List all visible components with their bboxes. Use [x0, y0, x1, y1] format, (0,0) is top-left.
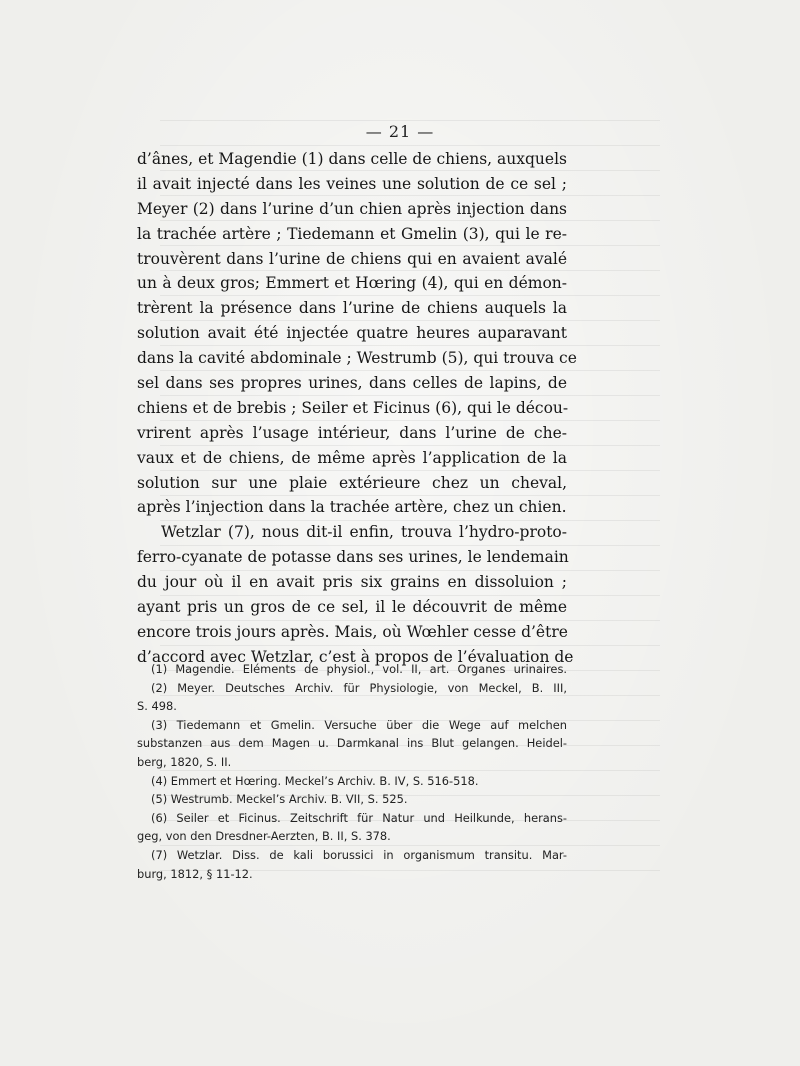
- text-line: solution avait été injectée quatre heures auparavant: [137, 324, 567, 343]
- page-number: — 21 —: [365, 122, 435, 141]
- text-line: il avait injecté dans les veines une solution de ce sel ;: [137, 174, 567, 193]
- text-line: ayant pris un gros de ce sel, il le découvrit de même: [137, 598, 567, 617]
- footnote-line: (2) Meyer. Deutsches Archiv. für Physiologie, von Meckel, B. III,: [151, 680, 567, 695]
- footnote-line: berg, 1820, S. II.: [137, 754, 232, 769]
- footnote-line: S. 498.: [137, 699, 177, 714]
- text-line: Wetzlar (7), nous dit-il enfin, trouva l’hydro-proto-: [161, 523, 567, 542]
- main-text-block: [137, 147, 577, 670]
- text-line: après l’injection dans la trachée artère, chez un chien.: [137, 498, 567, 517]
- footnote-line: substanzen aus dem Magen u. Darmkanal ins Blut gelangen. Heidel-: [137, 736, 567, 751]
- text-line: vaux et de chiens, de même après l’application de la: [137, 448, 567, 467]
- text-line: d’accord avec Wetzlar, c’est à propos de l’évaluation de: [137, 647, 574, 666]
- text-line: solution sur une plaie extérieure chez un cheval,: [137, 473, 567, 492]
- footnote-line: (4) Emmert et Hœring. Meckel’s Archiv. B. IV, S. 516-518.: [151, 773, 479, 788]
- footnote-line: (7) Wetzlar. Diss. de kali borussici in organismum transitu. Mar-: [151, 847, 567, 862]
- text-line: trouvèrent dans l’urine de chiens qui en avaient avalé: [137, 249, 567, 268]
- footnotes-block: [137, 660, 567, 883]
- text-line: sel dans ses propres urines, dans celles de lapins, de: [137, 374, 567, 393]
- text-line: encore trois jours après. Mais, où Wœhler cesse d’être: [137, 622, 568, 641]
- text-line: chiens et de brebis ; Seiler et Ficinus (6), qui le décou-: [137, 398, 569, 417]
- text-line: un à deux gros; Emmert et Hœring (4), qui en démon-: [137, 274, 567, 293]
- footnote-line: geg, von den Dresdner-Aerzten, B. II, S. 378.: [137, 829, 391, 844]
- text-line: vrirent après l’usage intérieur, dans l’urine de che-: [137, 423, 567, 442]
- footnote-line: (3) Tiedemann et Gmelin. Versuche über die Wege auf melchen: [151, 717, 567, 732]
- text-line: ferro-cyanate de potasse dans ses urines, le lendemain: [137, 548, 569, 567]
- text-line: trèrent la présence dans l’urine de chiens auquels la: [137, 299, 567, 318]
- footnote-line: (6) Seiler et Ficinus. Zeitschrift für Natur und Heilkunde, herans-: [151, 810, 567, 825]
- text-line: la trachée artère ; Tiedemann et Gmelin (3), qui le re-: [137, 224, 567, 243]
- footnote-line: (1) Magendie. Eléments de physiol., vol. II, art. Organes urinaires.: [151, 662, 567, 676]
- footnote-line: (5) Westrumb. Meckel’s Archiv. B. VII, S. 525.: [151, 792, 408, 807]
- text-line: d’ânes, et Magendie (1) dans celle de chiens, auxquels: [137, 150, 567, 168]
- footnote-line: burg, 1812, § 11-12.: [137, 866, 253, 881]
- text-line: Meyer (2) dans l’urine d’un chien après injection dans: [137, 199, 567, 218]
- text-line: dans la cavité abdominale ; Westrumb (5), qui trouva ce: [137, 349, 577, 368]
- text-line: du jour où il en avait pris six grains en dissoluion ;: [137, 573, 567, 592]
